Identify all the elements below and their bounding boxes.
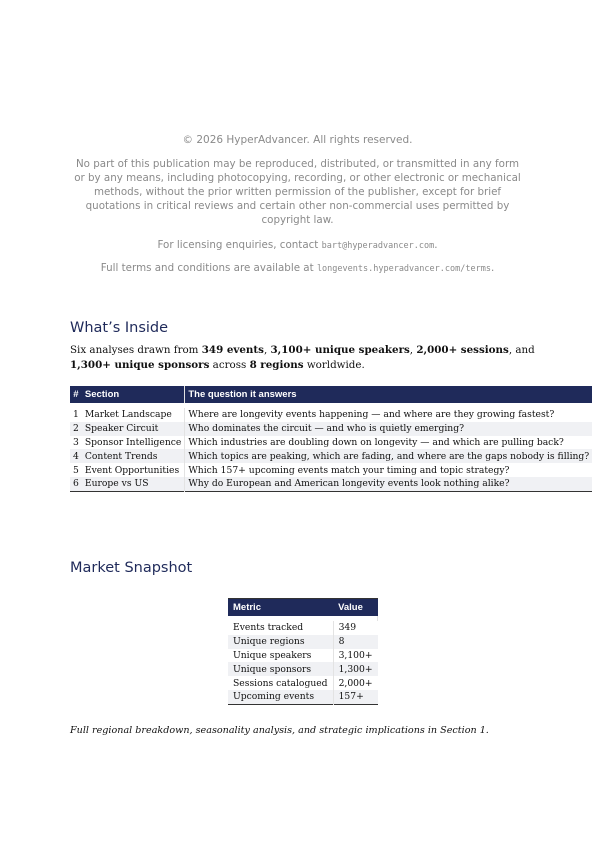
section-name-cell: Event Opportunities — [82, 463, 185, 477]
table-header-row — [70, 385, 592, 403]
terms-link[interactable]: longevents.hyperadvancer.com/terms — [316, 264, 491, 274]
value-cell: 349 — [338, 622, 357, 634]
intro-text: across — [209, 359, 250, 371]
metric-cell: Upcoming events — [228, 690, 333, 704]
metric-cell: Unique sponsors — [228, 662, 333, 676]
table-row — [70, 436, 592, 450]
table-row — [70, 463, 592, 477]
table-row — [228, 649, 378, 663]
row-number-cell: 1 — [73, 409, 79, 421]
section-name-cell: Content Trends — [82, 449, 185, 463]
value-cell: 8 — [333, 635, 378, 649]
value-cell: 3,100+ — [338, 649, 373, 661]
rights-notice: No part of this publication may be reproduced, distributed, or transmitted in any form or by any means, including photocopying, recording, or other electronic or mechanical methods, without the prior written permission of the publisher, except for brief quotations in critical reviews and certain other non-commercial uses permitted by copyright law. — [74, 158, 521, 226]
question-cell: Which industries are doubling down on longevity — and which are pulling back? — [188, 436, 564, 448]
section-name-cell: Europe vs US — [82, 477, 185, 491]
row-number-cell: 2 — [70, 422, 82, 436]
section-name-cell: Market Landscape — [82, 408, 185, 422]
contact-prefix: For licensing enquiries, contact — [157, 239, 322, 251]
section-name-cell: Speaker Circuit — [82, 422, 185, 436]
question-cell: Where are longevity events happening — and where are they growing fastest? — [188, 409, 555, 421]
snapshot-footnote: Full regional breakdown, seasonality analysis, and strategic implications in Section 1. — [70, 725, 489, 736]
market-snapshot-table — [228, 598, 378, 705]
section-name-cell: Sponsor Intelligence — [82, 436, 185, 450]
column-header-section: Section — [82, 385, 185, 403]
table-row — [228, 662, 378, 676]
contact-suffix: . — [434, 239, 438, 251]
copyright-line: © 2026 HyperAdvancer. All rights reserved. — [182, 134, 413, 146]
intro-text: , — [409, 344, 417, 356]
terms-line — [70, 261, 525, 276]
terms-suffix: . — [490, 262, 495, 274]
table-row — [228, 635, 378, 649]
metric-cell: Sessions catalogued — [228, 676, 333, 690]
licensing-contact — [70, 238, 525, 253]
column-header-metric: Metric — [228, 599, 333, 617]
question-cell: Which topics are peaking, which are fading, and where are the gaps nobody is filling? — [185, 449, 592, 463]
table-row — [70, 449, 592, 463]
intro-text: , — [263, 344, 271, 356]
intro-events: 349 events — [201, 344, 264, 356]
intro-sessions: 2,000+ sessions — [416, 344, 509, 356]
sections-table — [70, 384, 592, 492]
table-row — [228, 690, 378, 704]
value-cell: 2,000+ — [338, 677, 373, 689]
terms-prefix: Full terms and conditions are available at — [100, 262, 317, 274]
intro-text: worldwide. — [303, 359, 365, 371]
whats-inside-heading: What’s Inside — [70, 320, 169, 336]
intro-sponsors: 1,300+ unique sponsors — [70, 359, 210, 371]
metric-cell: Events tracked — [228, 621, 333, 635]
value-cell: 157+ — [333, 690, 378, 704]
copyright-notice — [70, 133, 525, 276]
whats-inside-intro — [70, 343, 540, 373]
column-header-number: # — [70, 385, 82, 403]
table-row — [70, 408, 592, 422]
row-number-cell: 4 — [70, 449, 82, 463]
table-row — [70, 422, 592, 436]
intro-text: Six analyses drawn from — [70, 344, 202, 356]
table-row — [70, 477, 592, 491]
question-cell: Why do European and American longevity events look nothing alike? — [185, 477, 592, 491]
contact-email-link[interactable]: bart@hyperadvancer.com — [321, 241, 435, 251]
table-row — [228, 621, 378, 635]
question-cell: Which 157+ upcoming events match your timing and topic strategy? — [188, 464, 510, 476]
table-row — [228, 676, 378, 690]
column-header-question: The question it answers — [185, 385, 592, 403]
row-number-cell: 6 — [70, 477, 82, 491]
market-snapshot-heading: Market Snapshot — [70, 560, 193, 576]
column-header-value: Value — [333, 599, 378, 617]
value-cell: 1,300+ — [333, 662, 378, 676]
question-cell: Who dominates the circuit — and who is quietly emerging? — [185, 422, 592, 436]
metric-cell: Unique regions — [228, 635, 333, 649]
intro-regions: 8 regions — [249, 359, 304, 371]
metric-cell: Unique speakers — [228, 649, 333, 663]
row-number-cell: 3 — [73, 436, 79, 448]
intro-text: , and — [508, 344, 535, 356]
table-header-row — [228, 599, 378, 617]
row-number-cell: 5 — [73, 464, 79, 476]
intro-speakers: 3,100+ unique speakers — [270, 344, 410, 356]
